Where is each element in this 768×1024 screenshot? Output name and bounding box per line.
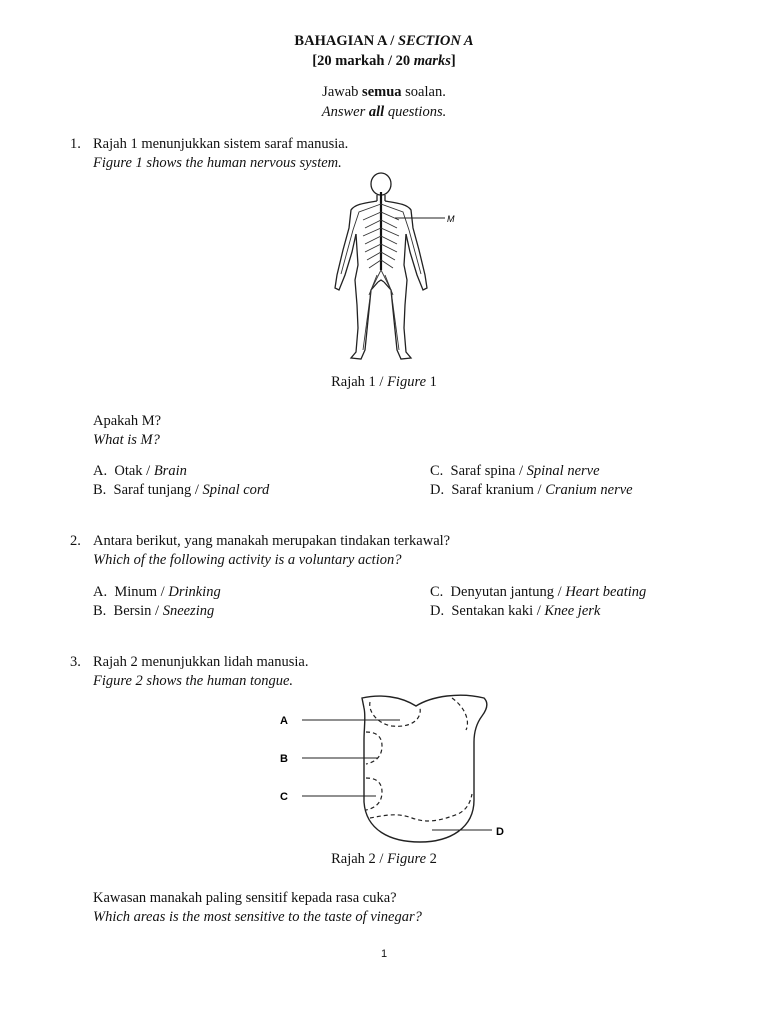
option-letter: A. [93,584,108,600]
q2-option-b[interactable] [93,602,214,621]
option-letter: A. [93,463,108,479]
instruction-ms [0,83,768,102]
option-en: Knee jerk [544,603,601,619]
option-ms: Otak / [114,463,154,479]
option-letter: D. [430,603,445,619]
option-letter: B. [93,482,107,498]
q2-number: 2. [70,533,81,549]
option-en: Drinking [168,584,221,600]
q2-stem-en: Which of the following activity is a voluntary action? [93,552,402,568]
q2-option-d[interactable] [430,602,600,621]
marks-en: marks [413,53,451,69]
option-letter: C. [430,463,444,479]
section-marks [0,52,768,71]
figure-2-label-d: D [496,826,504,838]
q1-option-a[interactable] [93,462,187,481]
option-ms: Denyutan jantung / [450,584,566,600]
figure-2-caption-num: 2 [426,851,437,867]
figure-1-caption-ms: Rajah 1 / [331,374,388,390]
option-ms: Sentakan kaki / [451,603,545,619]
q3-number: 3. [70,654,81,670]
q2-option-c[interactable] [430,583,646,602]
option-letter: D. [430,482,445,498]
figure-1-caption [0,373,768,392]
q1-ask-ms: Apakah M? [93,413,162,429]
option-en: Cranium nerve [545,482,633,498]
instruction-en-bold: all [368,104,385,120]
instruction-ms-bold: semua [362,84,402,100]
section-title [0,32,768,51]
figure-2-caption [0,850,768,869]
q2-option-a[interactable] [93,583,221,602]
figure-2-label-c: C [280,791,288,803]
option-en: Spinal nerve [526,463,600,479]
q3-ask-en: Which areas is the most sensitive to the taste of vinegar? [93,909,422,925]
q1-stem-en: Figure 1 shows the human nervous system. [93,155,342,171]
figure-1-nervous-system [325,170,465,370]
figure-2-caption-en: Figure [387,851,427,867]
figure-1-label-m: M [447,214,455,224]
marks-close: ] [450,53,456,69]
q1-option-c[interactable] [430,462,600,481]
option-en: Brain [153,463,187,479]
figure-2-label-a: A [280,715,288,727]
option-en: Sneezing [162,603,215,619]
instruction-ms-part1: Jawab [322,84,363,100]
figure-1-caption-en: Figure [387,374,427,390]
q3-stem-ms: Rajah 2 menunjukkan lidah manusia. [93,654,309,670]
q1-option-b[interactable] [93,481,269,500]
instruction-en [0,103,768,122]
option-ms: Saraf tunjang / [113,482,203,498]
q2-stem-ms: Antara berikut, yang manakah merupakan tindakan terkawal? [93,533,451,549]
section-title-en: SECTION A [397,33,474,49]
q3-ask-ms: Kawasan manakah paling sensitif kepada rasa cuka? [93,890,397,906]
q1-option-d[interactable] [430,481,633,500]
figure-2-tongue [270,690,510,850]
option-letter: B. [93,603,107,619]
option-ms: Saraf spina / [450,463,527,479]
instruction-en-part1: Answer [321,104,369,120]
option-en: Spinal cord [202,482,270,498]
option-ms: Minum / [114,584,169,600]
figure-2-label-b: B [280,753,288,765]
page-number: 1 [380,948,388,960]
figure-1-caption-num: 1 [426,374,437,390]
q1-stem-ms: Rajah 1 menunjukkan sistem saraf manusia. [93,136,349,152]
option-ms: Bersin / [113,603,163,619]
q3-stem-en: Figure 2 shows the human tongue. [93,673,294,689]
marks-ms: [20 markah / 20 [312,53,414,69]
option-letter: C. [430,584,444,600]
instruction-ms-part2: soalan. [401,84,446,100]
option-ms: Saraf kranium / [451,482,546,498]
option-en: Heart beating [565,584,647,600]
instruction-en-part2: questions. [384,104,447,120]
figure-2-caption-ms: Rajah 2 / [331,851,388,867]
section-title-ms: BAHAGIAN A / [294,33,395,49]
q1-ask-en: What is M? [93,432,160,448]
q1-number: 1. [70,136,81,152]
